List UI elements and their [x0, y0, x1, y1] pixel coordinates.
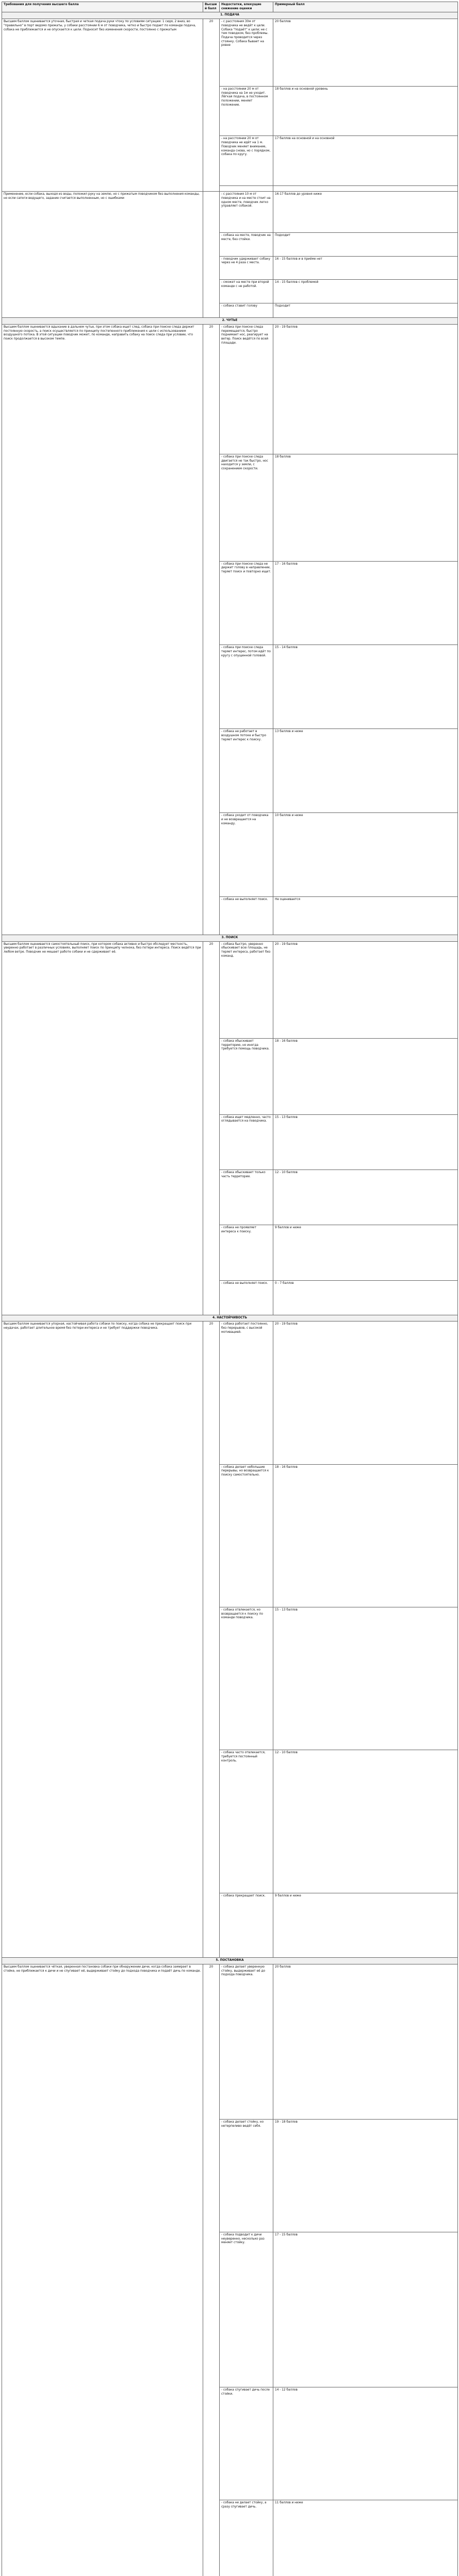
section-title-row	[2, 318, 458, 325]
approx-score: 20 - 19 баллов	[273, 324, 458, 454]
approx-score: 18 баллов и на основной уровень	[273, 86, 458, 136]
deficiency-description: - собака быстро, уверенно обыскивает всю площадь, не теряет интереса, работает без команд.	[220, 941, 273, 1038]
header-requirements: Требования для получения высшего балла	[2, 2, 203, 12]
deficiency-description: - собака не проявляет интереса к поиску.	[220, 1225, 273, 1280]
criteria-row	[2, 941, 458, 1038]
header-description: Недостатки, влекущие снижение оценки	[220, 2, 273, 12]
deficiency-description: - собака при поиске следа не держит голову в направлении, теряет поиск и повторно ищет.	[220, 561, 273, 645]
deficiency-description: - собака обыскивает территорию, но иногда требуется помощь поводчика.	[220, 1038, 273, 1114]
section-title: 1. ПОДАЧА	[2, 12, 458, 19]
approx-score: 17 баллов на основной и на основной	[273, 136, 458, 186]
deficiency-description: - собака при поиске следа перемещается, быстро поднимает нос, реагирует на ветер. Поиск ведётся по всей площади.	[220, 324, 273, 454]
approx-score: 13 баллов и ниже	[273, 729, 458, 813]
deficiency-description: - поводчик удерживает собаку через не 4 раза с места.	[220, 256, 273, 280]
deficiency-description: - собака при поиске следа двигается не так быстро, нос находится у земли, с сохранением скорости.	[220, 454, 273, 562]
deficiency-description: - на расстоянии 20 м от поводчика на 1м не уходит. Лёгкая подача, в постоянном положении, меняет положение.	[220, 86, 273, 136]
criteria-row	[2, 192, 458, 233]
deficiency-description: - собака делает стойку, но нетерпеливо ведёт себя.	[220, 2120, 273, 2232]
deficiency-description: - с расстояния 10 м от поводчика и на месте стоит на одном месте, поводчик легко управляет собакой.	[220, 192, 273, 233]
approx-score: Подходит	[273, 303, 458, 317]
section-requirement: Высшим баллом оценивается чёткая, уверенная постановка собаки при обнаружении дичи, когда собака замирает в стойке, не приближается к дичи и не спугивает её, выдерживает стойку до подхода поводчика и подаёт дичь по команде.	[2, 1964, 203, 2576]
deficiency-description: - сможет на месте при второй команде с не работой.	[220, 280, 273, 303]
deficiency-description: - собака подводит к дичи неуверенно, несколько раз меняет стойку.	[220, 2232, 273, 2387]
section-max-score: 20	[203, 324, 220, 935]
approx-score: 19 - 18 баллов	[273, 2120, 458, 2232]
section-max-score	[203, 192, 220, 318]
section-title: 2. ЧУТЬЕ	[2, 318, 458, 325]
deficiency-description: - с расстояния 30м от поводчика не ведёт к цели. Собака "подаёт" к цели; не с тем поводком, без проблемы. Подача проводится через стоянку. Собака бывает на ровне	[220, 19, 273, 87]
criteria-row	[2, 19, 458, 87]
deficiency-description: - собака часто отвлекается, требуется постоянный контроль.	[220, 1750, 273, 1893]
deficiency-description: - собака спугивает дичь после стойки.	[220, 2387, 273, 2500]
approx-score: 14 - 15 баллов с проблемой	[273, 280, 458, 303]
approx-score: 16-17 баллов до уровня ниже	[273, 192, 458, 233]
section-title-row	[2, 12, 458, 19]
deficiency-description: - собака не делает стойку, а сразу спугивает дичь.	[220, 2500, 273, 2576]
approx-score: 17 - 15 баллов	[273, 2232, 458, 2387]
approx-score: 15 - 13 баллов	[273, 1114, 458, 1170]
deficiency-description: - собака делает небольшие перерывы, но возвращается к поиску самостоятельно.	[220, 1464, 273, 1607]
approx-score: Подходит	[273, 233, 458, 257]
deficiency-description: - собака обыскивает только часть территории.	[220, 1170, 273, 1225]
deficiency-description: - собака не работает в воздушном потоке и быстро теряет интерес к поиску.	[220, 729, 273, 813]
criteria-row	[2, 1964, 458, 2119]
page	[2, 2, 457, 2576]
header-max: Высший балл	[203, 2, 220, 12]
approx-score: 16 - 15 баллов и в приёме нет	[273, 256, 458, 280]
section-requirement: Высшим баллом оценивается упорная, настойчивая работа собаки по поиску, когда собака не прекращает поиск при неудачах, работает длительное время без потери интереса и не требует поддержки поводчика.	[2, 1321, 203, 1958]
criteria-row	[2, 324, 458, 454]
deficiency-description: - собака не выполняет поиск.	[220, 897, 273, 935]
section-max-score: 20	[203, 1964, 220, 2576]
section-title: 4. НАСТОЙЧИВОСТЬ	[2, 1315, 458, 1321]
deficiency-description: - собака отвлекается, но возвращается к поиску по команде поводчика.	[220, 1607, 273, 1750]
approx-score: 20 баллов	[273, 1964, 458, 2119]
section-requirement: Применение, если собака, выходя из воды, положил руку на землю, но с прижатым поводчиком без выполнения команды, но если сапоги ведущего, задание считается выполненным, но с ошибками	[2, 192, 203, 318]
deficiency-description: - на расстоянии 20 м от поводчика не идёт на 1 м. Поводчик меняет внимание, команда снова, но с порядком, собака по кругу.	[220, 136, 273, 186]
criteria-row	[2, 1321, 458, 1464]
approx-score: 12 - 10 баллов	[273, 1750, 458, 1893]
section-title-row	[2, 935, 458, 941]
approx-score: 15 - 13 баллов	[273, 1607, 458, 1750]
approx-score: 17 - 16 баллов	[273, 561, 458, 645]
approx-score: 20 баллов	[273, 19, 458, 87]
approx-score: 18 - 16 баллов	[273, 1464, 458, 1607]
deficiency-description: - собака при поиске следа теряет интерес, потом идёт по кругу с опущенной головой.	[220, 645, 273, 729]
deficiency-description: - собака на месте, поводчик на месте, без стойки.	[220, 233, 273, 257]
section-title: 5. ПОСТАНОВКА	[2, 1958, 458, 1964]
deficiency-description: - собака ставит голову	[220, 303, 273, 317]
section-requirement: Высшим баллом оценивается самостоятельный поиск, при котором собака активно и быстро обследует местность, уверенно работает в различных условиях, выполняет поиск по принципу челнока, без потери интереса. Поиск ведётся при любом ветре. Поводчик не мешает работе собаки и не сдерживает её.	[2, 941, 203, 1315]
approx-score: 15 - 14 баллов	[273, 645, 458, 729]
deficiency-description: - собака работает постоянно, без перерывов, с высокой мотивацией.	[220, 1321, 273, 1464]
section-title: 3. ПОИСК	[2, 935, 458, 941]
section-max-score: 20	[203, 1321, 220, 1958]
approx-score: 0 - 7 баллов	[273, 1280, 458, 1315]
section-requirement: Высшим баллом оценивается вдыхание в дальнем чутье, при этом собака ищет след, собака при поиске следа держит постоянную скорость, а поиск осуществляется по принципу постепенного приближения к цели с использованием воздушного потока. В этой ситуации поводчик может, по команде, направить собаку на поиск следа при условии, что поиск продолжается в высоком темпе.	[2, 324, 203, 935]
approx-score: 10 баллов и ниже	[273, 813, 458, 897]
section-requirement: Высшим баллом оценивается уточная, быстрая и четкая подача руки чтоку по условиям ситуации: 1 сидя, 2 вниз, во "правильно" в порт ведомо прижаты, у собаки расстоянии 6 м от поводчика, четко и быстро подает по команде подача, собака не приближается и не опускается к цели. Подносит без изменения скорости, постоянно с прижатым	[2, 19, 203, 192]
deficiency-description: - собака не выполняет поиск.	[220, 1280, 273, 1315]
rubric-body	[2, 12, 458, 2576]
approx-score: 12 - 10 баллов	[273, 1170, 458, 1225]
approx-score: 9 баллов и ниже	[273, 1225, 458, 1280]
deficiency-description: - собака делает уверенную стойку, выдерживает её до подхода поводчика.	[220, 1964, 273, 2119]
deficiency-description: - собака прекращает поиск.	[220, 1893, 273, 1957]
approx-score: 18 баллов	[273, 454, 458, 562]
section-max-score: 20	[203, 19, 220, 192]
approx-score	[273, 185, 458, 191]
deficiency-description: - собака уходит от поводчика и не возвращается на команду.	[220, 813, 273, 897]
deficiency-description	[220, 185, 273, 191]
header-row	[2, 2, 458, 12]
approx-score: 9 баллов и ниже	[273, 1893, 458, 1957]
approx-score: Не оценивается	[273, 897, 458, 935]
approx-score: 18 - 16 баллов	[273, 1038, 458, 1114]
section-title-row	[2, 1315, 458, 1321]
approx-score: 14 - 12 баллов	[273, 2387, 458, 2500]
approx-score: 20 - 19 баллов	[273, 941, 458, 1038]
deficiency-description: - собака ищет медленно, часто оглядывается на поводчика.	[220, 1114, 273, 1170]
section-max-score: 20	[203, 941, 220, 1315]
section-title-row	[2, 1958, 458, 1964]
approx-score: 11 баллов и ниже	[273, 2500, 458, 2576]
header-score: Примерный балл	[273, 2, 458, 12]
approx-score: 20 - 19 баллов	[273, 1321, 458, 1464]
rubric-table	[2, 2, 458, 2576]
